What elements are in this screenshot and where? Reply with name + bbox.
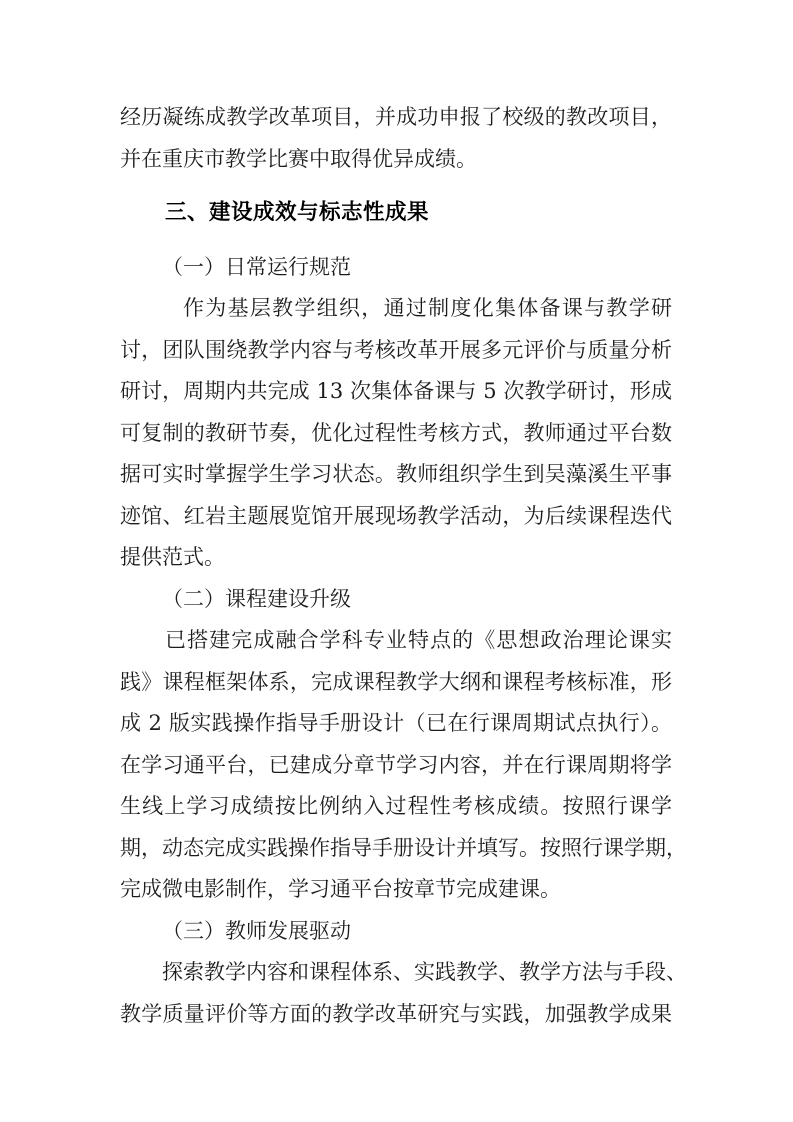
paragraph-course-building: [120, 620, 687, 911]
document-content: [120, 97, 687, 1035]
text-line: 生线上学习成绩按比例纳入过程性考核成绩。按照行课学: [120, 794, 672, 818]
text-line: 研讨，周期内共完成 13 次集体备课与 5 次教学研讨，形成: [120, 379, 672, 403]
text-line: 教学质量评价等方面的教学改革研究与实践，加强教学成果: [120, 1001, 672, 1026]
text-line: 已搭建完成融合学科专业特点的《思想政治理论课实: [165, 628, 672, 652]
text-line: 并在重庆市教学比赛中取得优异成绩。: [120, 146, 477, 171]
text-line: 经历凝练成教学改革项目，并成功申报了校级的教改项目，: [120, 105, 672, 129]
subsection-heading-2: （二）课程建设升级: [162, 586, 351, 611]
text-line: 在学习通平台，已建成分章节学习内容，并在行课周期将学: [120, 752, 672, 777]
text-line: 可复制的教研节奏，优化过程性考核方式，教师通过平台数: [120, 420, 672, 445]
text-line: 迹馆、红岩主题展览馆开展现场教学活动，为后续课程迭代: [120, 503, 672, 528]
text-line: 期，动态完成实践操作指导手册设计并填写。按照行课学期，: [120, 835, 687, 860]
paragraph-daily-operation: [120, 288, 672, 579]
text-line: 讨，团队围绕教学内容与考核改革开展多元评价与质量分析: [120, 337, 672, 362]
text-line: 提供范式。: [120, 545, 225, 569]
text-line: 践》课程框架体系，完成课程教学大纲和课程考核标准，形: [120, 669, 672, 694]
paragraph-teacher-development: [120, 952, 687, 1035]
text-line: 作为基层教学组织，通过制度化集体备课与教学研: [183, 296, 672, 320]
subsection-heading-1: （一）日常运行规范: [162, 254, 351, 279]
text-line: 完成微电影制作，学习通平台按章节完成建课。: [120, 877, 561, 901]
text-line: 成 2 版实践操作指导手册设计（已在行课周期试点执行）。: [120, 711, 672, 735]
text-line: 据可实时掌握学生学习状态。教师组织学生到吴藻溪生平事: [120, 462, 672, 486]
paragraph-continuation: [120, 97, 672, 180]
text-line: 探索教学内容和课程体系、实践教学、教学方法与手段、: [162, 960, 687, 984]
section-heading: 三、建设成效与标志性成果: [165, 200, 430, 225]
subsection-heading-3: （三）教师发展驱动: [162, 918, 351, 943]
